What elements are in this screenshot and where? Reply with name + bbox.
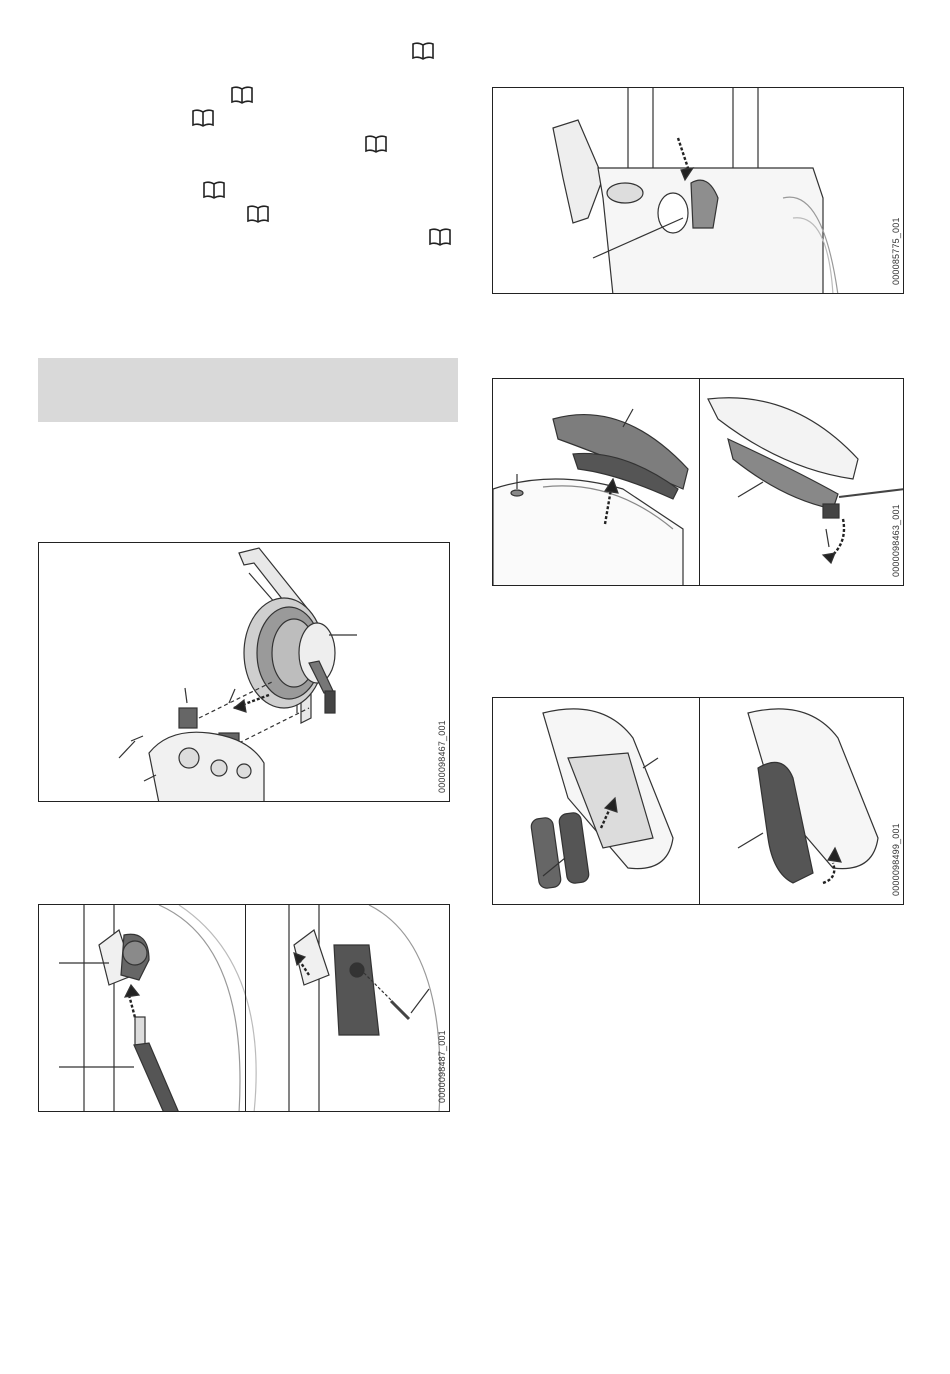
figure-battery-change: [492, 697, 904, 905]
book-icon: [202, 181, 226, 199]
hose-reel-illustration: [39, 543, 450, 802]
figure-code: 0000098463_001: [891, 504, 901, 577]
panel-divider: [699, 698, 700, 904]
book-icon: [246, 205, 270, 223]
figure-remote-detach: [492, 378, 904, 586]
book-icon: [411, 42, 435, 60]
figure-hose-connection: [38, 904, 450, 1112]
figure-nozzle-storage: [492, 87, 904, 294]
book-icon: [364, 135, 388, 153]
nozzle-storage-illustration: [493, 88, 904, 294]
figure-code: 000085775_001: [891, 217, 901, 285]
figure-code: 0000098487_001: [437, 1030, 447, 1103]
figure-code: 0000098499_001: [891, 823, 901, 896]
figure-hose-reel: [38, 542, 450, 802]
book-icon: [191, 109, 215, 127]
panel-divider: [245, 905, 246, 1111]
book-icon: [428, 228, 452, 246]
panel-divider: [699, 379, 700, 585]
section-heading-bar: [38, 358, 458, 422]
book-icon: [230, 86, 254, 104]
figure-code: 0000098467_001: [437, 720, 447, 793]
